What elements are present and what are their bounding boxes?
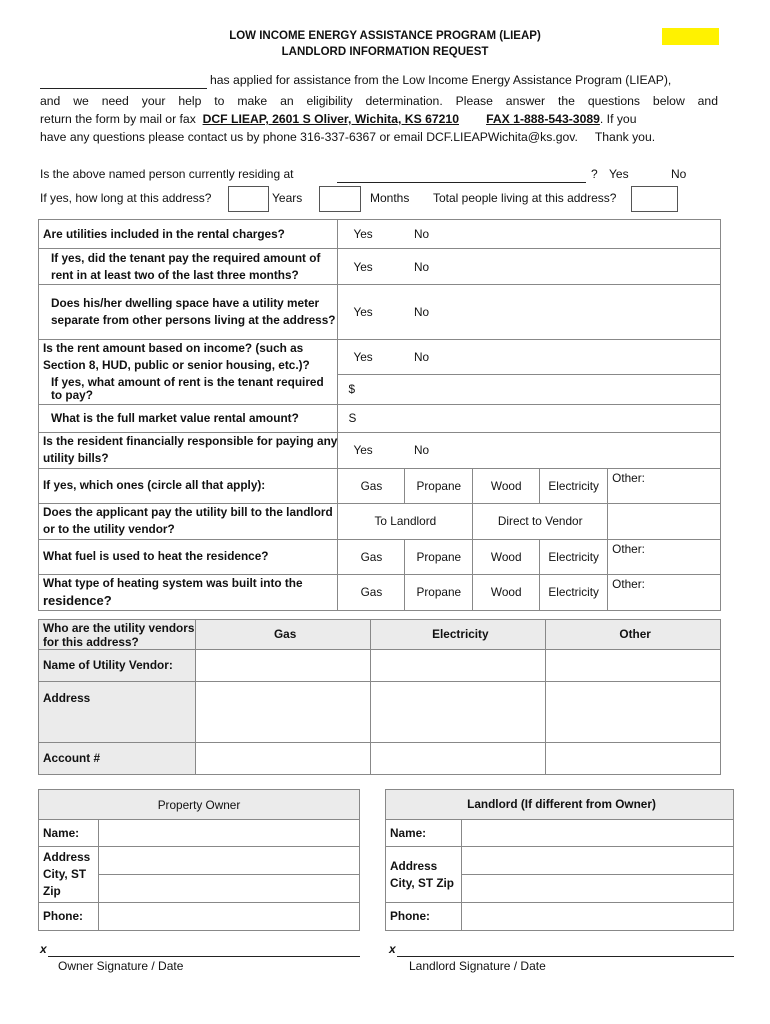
q-utilities-included: Are utilities included in the rental charges?: [39, 220, 338, 249]
landlord-address-input[interactable]: [461, 847, 733, 903]
q8-electricity[interactable]: Electricity: [540, 468, 608, 503]
table-row: [39, 503, 721, 539]
vendor-account-gas[interactable]: [195, 743, 371, 775]
market-value-s: S: [348, 411, 357, 425]
residing-yes[interactable]: Yes: [609, 167, 629, 181]
q10-wood[interactable]: Wood: [473, 539, 540, 574]
q11-propane[interactable]: Propane: [405, 574, 473, 610]
q2-no[interactable]: No: [413, 259, 430, 274]
owner-name-label: Name:: [39, 820, 99, 847]
months-input[interactable]: [319, 186, 361, 212]
table-row: [39, 790, 360, 820]
vendor-account-other[interactable]: [546, 743, 721, 775]
q4-no[interactable]: No: [413, 349, 430, 364]
q10-propane[interactable]: Propane: [405, 539, 473, 574]
table-row: [39, 468, 721, 503]
intro-line1: has applied for assistance from the Low Income Energy Assistance Program (LIEAP),: [210, 73, 672, 87]
table-row: [39, 574, 721, 610]
owner-signature-label: Owner Signature / Date: [58, 959, 184, 973]
landlord-signature-label: Landlord Signature / Date: [409, 959, 546, 973]
landlord-address-label: Address City, ST Zip: [386, 847, 462, 903]
owner-phone-input[interactable]: [98, 903, 359, 931]
vendor-col-electricity: Electricity: [371, 620, 546, 650]
months-label: Months: [370, 191, 410, 205]
q9-direct-vendor[interactable]: Direct to Vendor: [473, 503, 608, 539]
q11-gas[interactable]: Gas: [338, 574, 405, 610]
table-row: [39, 650, 721, 682]
residing-question: Is the above named person currently residing at: [40, 167, 294, 181]
q-bill-payment: Does the applicant pay the utility bill to the landlord or to the utility vendor?: [39, 503, 338, 539]
intro-line3: return the form by mail or fax DCF LIEAP, 2601 S Oliver, Wichita, KS 67210 FAX 1-888-543-3089. If you: [40, 112, 637, 126]
vendor-account-label: Account #: [39, 743, 196, 775]
q11-other[interactable]: Other:: [608, 574, 721, 610]
q-heating-system: What type of heating system was built into the residence?: [39, 574, 338, 610]
residing-no[interactable]: No: [671, 167, 687, 181]
q10-electricity[interactable]: Electricity: [540, 539, 608, 574]
q7-no[interactable]: No: [413, 443, 430, 457]
q11-wood[interactable]: Wood: [473, 574, 540, 610]
landlord-name-input[interactable]: [461, 820, 733, 847]
table-row: [39, 539, 721, 574]
vendor-name-gas[interactable]: [195, 650, 371, 682]
q-rent-income-based: Is the rent amount based on income? (such as Section 8, HUD, public or senior housing, etc.)?: [39, 340, 338, 375]
vendor-account-electricity[interactable]: [371, 743, 546, 775]
table-row: [39, 374, 721, 404]
q3-no[interactable]: No: [413, 305, 430, 319]
table-row: [39, 285, 721, 340]
q1-no[interactable]: No: [413, 227, 430, 241]
vendor-name-label: Name of Utility Vendor:: [39, 650, 196, 682]
q10-gas[interactable]: Gas: [338, 539, 405, 574]
landlord-table: [385, 789, 734, 931]
table-row: [386, 820, 734, 847]
vendor-name-electricity[interactable]: [371, 650, 546, 682]
table-row: [39, 340, 721, 375]
landlord-signature-line[interactable]: [397, 956, 734, 957]
q-resident-responsible: Is the resident financially responsible for paying any utility bills?: [39, 432, 338, 468]
table-row: [386, 847, 734, 903]
intro-line4: have any questions please contact us by phone 316-337-6367 or email DCF.LIEAPWichita@ks.gov. Thank you.: [40, 130, 656, 144]
years-label: Years: [272, 191, 303, 205]
vendor-col-gas: Gas: [195, 620, 371, 650]
table-row: [39, 249, 721, 285]
q8-propane[interactable]: Propane: [405, 468, 473, 503]
vendor-address-label: Address: [39, 682, 196, 743]
residing-address-line[interactable]: [337, 182, 586, 183]
form-subtitle: LANDLORD INFORMATION REQUEST: [281, 46, 489, 58]
vendor-name-other[interactable]: [546, 650, 721, 682]
table-row: [39, 847, 360, 903]
table-row: [39, 682, 721, 743]
q-market-value: What is the full market value rental amount?: [39, 404, 338, 432]
applicant-name-line[interactable]: [40, 88, 207, 89]
q7-yes[interactable]: Yes: [353, 443, 373, 457]
vendor-col-other: Other: [546, 620, 721, 650]
rent-amount-dollar: $: [348, 382, 356, 396]
mail-address: DCF LIEAP, 2601 S Oliver, Wichita, KS 67210: [202, 112, 459, 126]
table-row: [39, 820, 360, 847]
total-people-label: Total people living at this address?: [433, 191, 617, 205]
owner-address-label: Address City, ST Zip: [39, 847, 99, 903]
q3-yes[interactable]: Yes: [353, 305, 373, 319]
owner-phone-label: Phone:: [39, 903, 99, 931]
table-row: [39, 743, 721, 775]
fax-number: FAX 1-888-543-3089: [486, 112, 600, 126]
landlord-name-label: Name:: [386, 820, 462, 847]
q-which-utilities: If yes, which ones (circle all that apply):: [39, 468, 338, 503]
how-long-label: If yes, how long at this address?: [40, 191, 212, 205]
q9-to-landlord[interactable]: To Landlord: [338, 503, 473, 539]
q4-yes[interactable]: Yes: [353, 349, 373, 364]
owner-address-input[interactable]: [98, 847, 359, 903]
landlord-phone-label: Phone:: [386, 903, 462, 931]
q-utility-meter: Does his/her dwelling space have a utility meter separate from other persons living at the address?: [39, 285, 338, 340]
q-heat-fuel: What fuel is used to heat the residence?: [39, 539, 338, 574]
owner-signature-line[interactable]: [48, 956, 360, 957]
q1-yes[interactable]: Yes: [353, 227, 373, 241]
table-row: [39, 404, 721, 432]
table-row: [39, 620, 721, 650]
owner-sig-x: x: [40, 942, 47, 956]
table-row: [39, 432, 721, 468]
q8-gas[interactable]: Gas: [338, 468, 405, 503]
owner-name-input[interactable]: [98, 820, 359, 847]
q8-wood[interactable]: Wood: [473, 468, 540, 503]
owner-table: [38, 789, 360, 931]
table-row: [386, 903, 734, 931]
vendor-address-gas[interactable]: [195, 682, 371, 743]
q2-yes[interactable]: Yes: [353, 259, 373, 274]
vendor-address-electricity[interactable]: [371, 682, 546, 743]
vendor-table: [38, 619, 721, 775]
residing-qmark: ?: [591, 167, 598, 181]
intro-line2: and we need your help to make an eligibility determination. Please answer the questions below and: [40, 94, 718, 108]
years-input[interactable]: [228, 186, 269, 212]
vendor-address-other[interactable]: [546, 682, 721, 743]
q-rent-paid: If yes, did the tenant pay the required amount of rent in at least two of the last three months?: [39, 249, 338, 285]
highlight-box: [662, 28, 719, 45]
table-row: [39, 903, 360, 931]
landlord-sig-x: x: [389, 942, 396, 956]
total-people-input[interactable]: [631, 186, 678, 212]
vendor-question: Who are the utility vendors for this address?: [39, 620, 196, 650]
owner-title: Property Owner: [39, 790, 360, 820]
form-title: LOW INCOME ENERGY ASSISTANCE PROGRAM (LIEAP): [229, 30, 541, 42]
table-row: [386, 790, 734, 820]
q-tenant-rent-amount: If yes, what amount of rent is the tenant required to pay?: [39, 374, 338, 404]
q8-other[interactable]: Other:: [608, 468, 721, 503]
q10-other[interactable]: Other:: [608, 539, 721, 574]
landlord-phone-input[interactable]: [461, 903, 733, 931]
landlord-title: Landlord (If different from Owner): [386, 790, 734, 820]
table-row: [39, 220, 721, 249]
questions-table: [38, 219, 721, 611]
q11-electricity[interactable]: Electricity: [540, 574, 608, 610]
